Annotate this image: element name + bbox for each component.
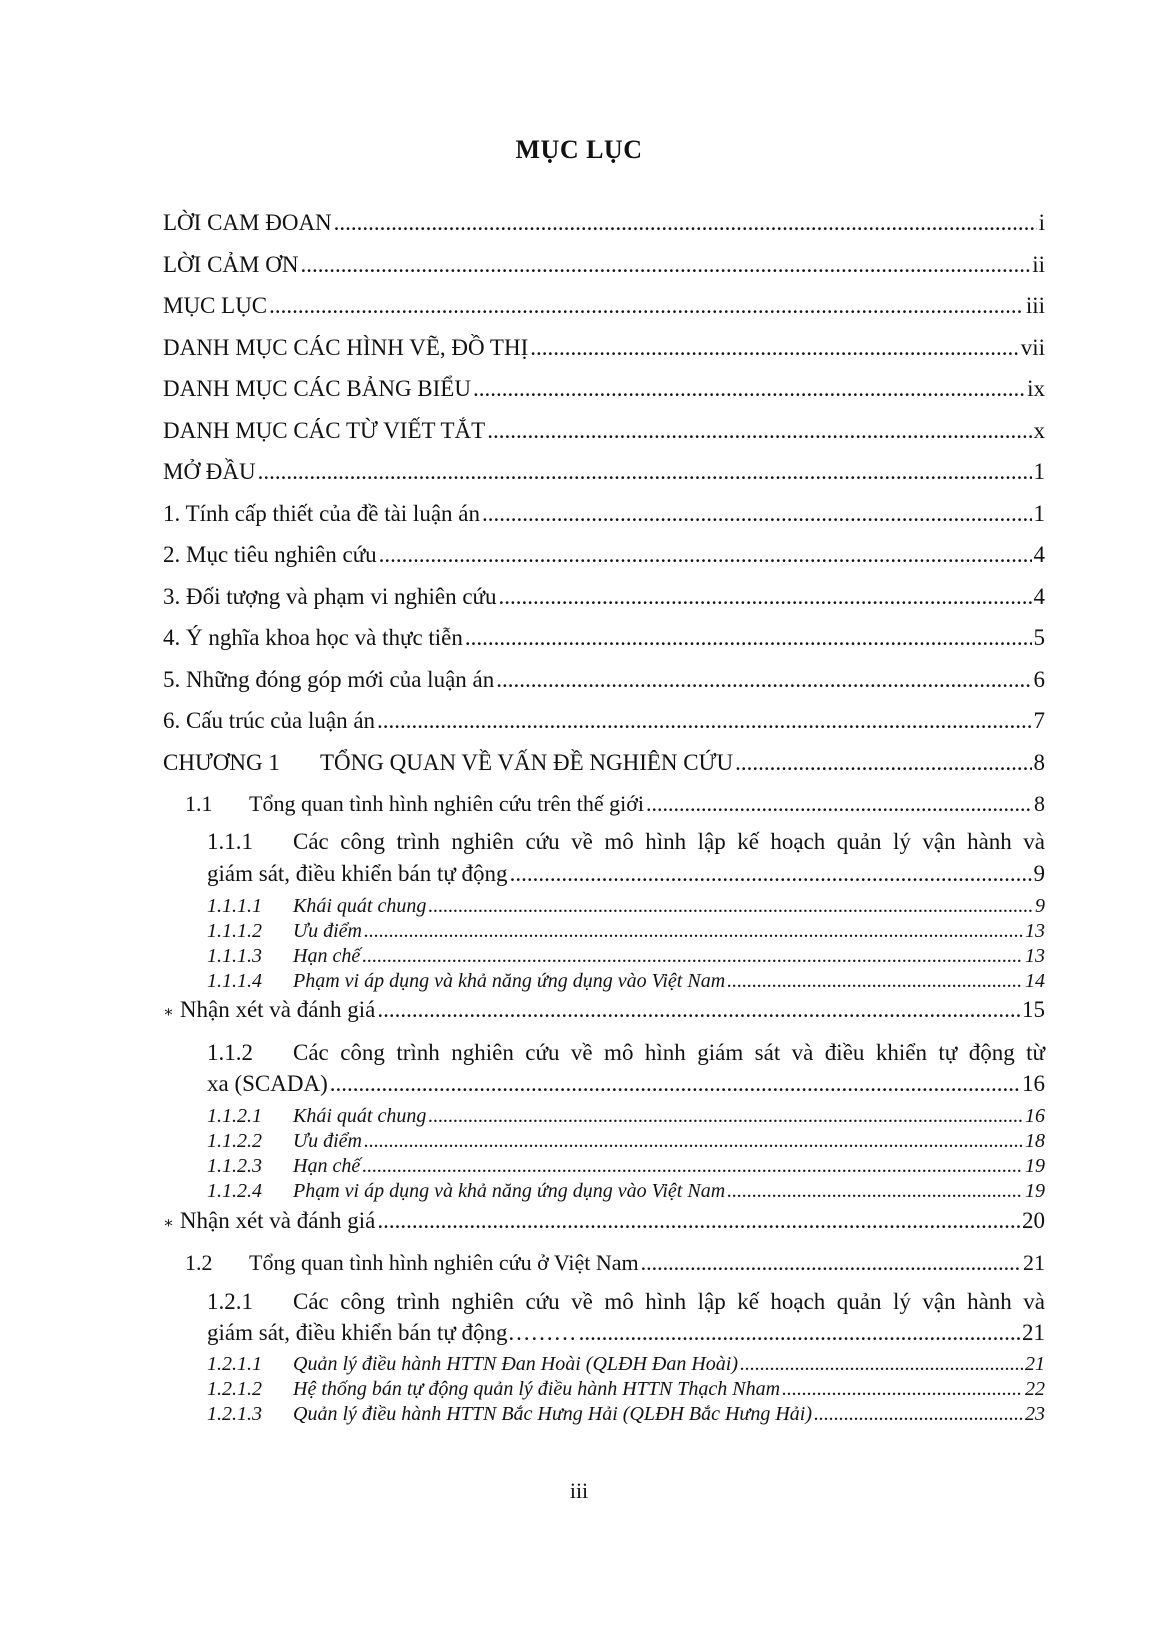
- toc-page-number: 6: [1033, 667, 1045, 692]
- dot-leader: [740, 1353, 1023, 1376]
- toc-page-number: 23: [1025, 1403, 1045, 1425]
- dot-leader: [646, 791, 1032, 817]
- subsection-title-line2: xa (SCADA): [207, 1071, 328, 1096]
- toc-page-number: 1: [1033, 459, 1045, 484]
- dot-leader: [482, 501, 1032, 527]
- subsubsection-number: 1.2.1.3: [207, 1403, 262, 1425]
- subsubsection-number: 1.1.1.4: [207, 970, 262, 992]
- dot-leader: [379, 542, 1032, 568]
- toc-subsubsection[interactable]: [207, 1403, 1045, 1427]
- dot-leader: [727, 970, 1023, 993]
- dot-leader: [269, 293, 1024, 319]
- subsubsection-title: Phạm vi áp dụng và khả năng ứng dụng vào Việt Nam: [293, 1180, 726, 1202]
- dot-leader: [496, 667, 1031, 693]
- subsubsection-number: 1.2.1.2: [207, 1378, 262, 1400]
- toc-entry[interactable]: [163, 418, 1045, 448]
- dot-leader: [530, 335, 1018, 361]
- toc-remark[interactable]: [163, 997, 1045, 1027]
- toc-entry-title: 1. Tính cấp thiết của đề tài luận án: [163, 501, 480, 526]
- toc-entry-title: 6. Cấu trúc của luận án: [163, 708, 376, 733]
- toc-subsubsection[interactable]: [207, 945, 1045, 969]
- dot-leader: [258, 459, 1032, 485]
- subsection-title-line1: Các công trình nghiên cứu về mô hình lập kế hoạch quản lý vận hành và: [293, 1289, 1045, 1314]
- toc-subsection-line1[interactable]: [207, 1289, 1045, 1315]
- section-title: Tổng quan tình hình nghiên cứu ở Việt Nam: [249, 1250, 639, 1275]
- subsubsection-title: Quản lý điều hành HTTN Đan Hoài (QLĐH Đan Hoài): [293, 1353, 738, 1375]
- toc-subsection-line2[interactable]: [207, 861, 1045, 891]
- toc-page-number: 19: [1025, 1155, 1045, 1177]
- toc-page-number: 8: [1033, 750, 1045, 775]
- dot-leader: [473, 376, 1025, 402]
- toc-page-number: 13: [1025, 945, 1045, 967]
- toc-page-number: 9: [1035, 895, 1045, 917]
- toc-page-number: 1: [1033, 501, 1045, 526]
- dot-leader: [428, 1105, 1023, 1128]
- toc-entry[interactable]: [163, 459, 1045, 489]
- subsubsection-number: 1.1.1.2: [207, 920, 262, 942]
- dot-leader: [362, 945, 1023, 968]
- page-number: iii: [569, 1478, 589, 1503]
- toc-entry[interactable]: [163, 625, 1045, 655]
- toc-page-number: x: [1033, 418, 1045, 443]
- subsection-title-line2: giám sát, điều khiển bán tự động………: [207, 1320, 577, 1345]
- toc-subsubsection[interactable]: [207, 1105, 1045, 1129]
- toc-entry[interactable]: [163, 335, 1045, 365]
- toc-entry-title: DANH MỤC CÁC HÌNH VẼ, ĐỒ THỊ: [163, 335, 529, 360]
- chapter-number: CHƯƠNG 1: [163, 750, 280, 775]
- dot-leader: [334, 210, 1037, 236]
- dot-leader: [499, 584, 1032, 610]
- subsubsection-title: Quản lý điều hành HTTN Bắc Hưng Hải (QLĐH Bắc Hưng Hải): [293, 1403, 813, 1425]
- subsubsection-number: 1.1.2.4: [207, 1180, 262, 1202]
- toc-entry[interactable]: [163, 584, 1045, 614]
- dot-leader: [487, 418, 1031, 444]
- toc-page-number: 9: [1033, 861, 1045, 886]
- toc-entry[interactable]: [163, 293, 1045, 323]
- subsection-number: 1.1.1: [207, 829, 253, 854]
- toc-subsection-line1[interactable]: [207, 829, 1045, 855]
- subsubsection-title: Ưu điểm: [293, 1130, 362, 1152]
- toc-entry[interactable]: [163, 210, 1045, 240]
- subsubsection-title: Khái quát chung: [293, 1105, 427, 1127]
- toc-subsubsection[interactable]: [207, 970, 1045, 994]
- subsubsection-title: Hạn chế: [293, 1155, 361, 1177]
- remark-title: Nhận xét và đánh giá: [179, 997, 376, 1022]
- subsubsection-number: 1.1.1.1: [207, 895, 262, 917]
- toc-entry[interactable]: [163, 667, 1045, 697]
- toc-remark[interactable]: [163, 1208, 1045, 1238]
- dot-leader: [364, 920, 1023, 943]
- subsubsection-number: 1.1.1.3: [207, 945, 262, 967]
- toc-subsubsection[interactable]: [207, 1130, 1045, 1154]
- toc-entry[interactable]: [163, 376, 1045, 406]
- toc-subsubsection[interactable]: [207, 1378, 1045, 1402]
- toc-chapter[interactable]: [163, 750, 1045, 780]
- dot-leader: [814, 1403, 1023, 1426]
- toc-subsubsection[interactable]: [207, 1155, 1045, 1179]
- toc-page-number: 8: [1034, 791, 1045, 816]
- dot-leader: [330, 1071, 1020, 1097]
- subsubsection-title: Phạm vi áp dụng và khả năng ứng dụng vào Việt Nam: [293, 970, 726, 992]
- dot-leader: [782, 1378, 1023, 1401]
- toc-page-number: 21: [1022, 1320, 1045, 1345]
- toc-page-number: 18: [1025, 1130, 1045, 1152]
- dot-leader: [300, 252, 1030, 278]
- toc-entry-title: 3. Đối tượng và phạm vi nghiên cứu: [163, 584, 497, 609]
- toc-subsubsection[interactable]: [207, 1180, 1045, 1204]
- dot-leader: [579, 1320, 1020, 1346]
- section-number: 1.1: [185, 791, 213, 816]
- subsection-title-line1: Các công trình nghiên cứu về mô hình lập kế hoạch quản lý vận hành và: [293, 829, 1045, 854]
- subsection-number: 1.2.1: [207, 1289, 253, 1314]
- dot-leader: [377, 997, 1020, 1023]
- toc-page-number: 21: [1025, 1353, 1045, 1375]
- toc-subsubsection[interactable]: [207, 895, 1045, 919]
- toc-page-number: 22: [1025, 1378, 1045, 1400]
- toc-entry[interactable]: [163, 252, 1045, 282]
- subsubsection-title: Khái quát chung: [293, 895, 427, 917]
- toc-entry-title: LỜI CAM ĐOAN: [163, 210, 332, 235]
- toc-page-number: vii: [1020, 335, 1045, 360]
- toc-entry-title: MỞ ĐẦU: [163, 459, 256, 484]
- toc-entry-title: DANH MỤC CÁC TỪ VIẾT TẮT: [163, 418, 486, 443]
- asterisk-icon: ∗: [163, 1215, 174, 1232]
- section-number: 1.2: [185, 1250, 213, 1275]
- subsubsection-number: 1.1.2.1: [207, 1105, 262, 1127]
- toc-entry[interactable]: [163, 708, 1045, 738]
- toc-subsection-line1[interactable]: [207, 1040, 1045, 1066]
- toc-entry[interactable]: [163, 542, 1045, 572]
- subsubsection-number: 1.1.2.3: [207, 1155, 262, 1177]
- toc-section[interactable]: [185, 791, 1045, 821]
- toc-page-number: 4: [1033, 542, 1045, 567]
- dot-leader: [362, 1155, 1023, 1178]
- toc-page-number: ii: [1032, 252, 1045, 277]
- subsection-title-line2: giám sát, điều khiển bán tự động: [207, 861, 508, 886]
- toc-page-number: 7: [1033, 708, 1045, 733]
- toc-subsection-line2[interactable]: [207, 1320, 1045, 1350]
- dot-leader: [428, 895, 1033, 918]
- chapter-title: TỔNG QUAN VỀ VẤN ĐỀ NGHIÊN CỨU: [320, 750, 734, 775]
- toc-page-number: 14: [1025, 970, 1045, 992]
- toc-entry-title: DANH MỤC CÁC BẢNG BIỂU: [163, 376, 471, 401]
- toc-subsection-line2[interactable]: [207, 1071, 1045, 1101]
- toc-entry-title: MỤC LỤC: [163, 293, 268, 318]
- toc-entry-title: LỜI CẢM ƠN: [163, 252, 299, 277]
- dot-leader: [510, 861, 1032, 887]
- toc-page-number: 15: [1022, 997, 1045, 1022]
- toc-entry-title: 4. Ý nghĩa khoa học và thực tiễn: [163, 625, 463, 650]
- toc-entry-title: 5. Những đóng góp mới của luận án: [163, 667, 495, 692]
- dot-leader: [641, 1250, 1021, 1276]
- page-title: MỤC LỤC: [515, 135, 643, 164]
- dot-leader: [377, 708, 1031, 734]
- toc-page-number: 5: [1033, 625, 1045, 650]
- toc-page-number: 4: [1033, 584, 1045, 609]
- dot-leader: [465, 625, 1032, 651]
- toc-section[interactable]: [185, 1250, 1045, 1280]
- dot-leader: [735, 750, 1031, 776]
- section-title: Tổng quan tình hình nghiên cứu trên thế giới: [249, 791, 645, 816]
- toc-subsubsection[interactable]: [207, 920, 1045, 944]
- toc-page-number: ix: [1027, 376, 1045, 401]
- toc-page-number: 21: [1023, 1250, 1045, 1275]
- toc-entry-title: 2. Mục tiêu nghiên cứu: [163, 542, 377, 567]
- toc-page-number: 20: [1022, 1208, 1045, 1233]
- subsection-title-line1: Các công trình nghiên cứu về mô hình giám sát và điều khiển tự động từ: [293, 1040, 1045, 1065]
- dot-leader: [377, 1208, 1020, 1234]
- asterisk-icon: ∗: [163, 1004, 174, 1021]
- subsubsection-title: Ưu điểm: [293, 920, 362, 942]
- toc-page-number: iii: [1025, 293, 1045, 318]
- toc-page-number: 16: [1025, 1105, 1045, 1127]
- toc-page-number: 16: [1022, 1071, 1045, 1096]
- subsubsection-number: 1.1.2.2: [207, 1130, 262, 1152]
- subsubsection-title: Hệ thống bán tự động quản lý điều hành HTTN Thạch Nham: [293, 1378, 781, 1400]
- toc-subsubsection[interactable]: [207, 1353, 1045, 1377]
- remark-title: Nhận xét và đánh giá: [179, 1208, 376, 1233]
- toc-entry[interactable]: [163, 501, 1045, 531]
- toc-page-number: 19: [1025, 1180, 1045, 1202]
- subsubsection-number: 1.2.1.1: [207, 1353, 262, 1375]
- toc-page-number: i: [1038, 210, 1045, 235]
- subsubsection-title: Hạn chế: [293, 945, 361, 967]
- subsection-number: 1.1.2: [207, 1040, 253, 1065]
- dot-leader: [727, 1180, 1023, 1203]
- toc-page-number: 13: [1025, 920, 1045, 942]
- dot-leader: [364, 1130, 1023, 1153]
